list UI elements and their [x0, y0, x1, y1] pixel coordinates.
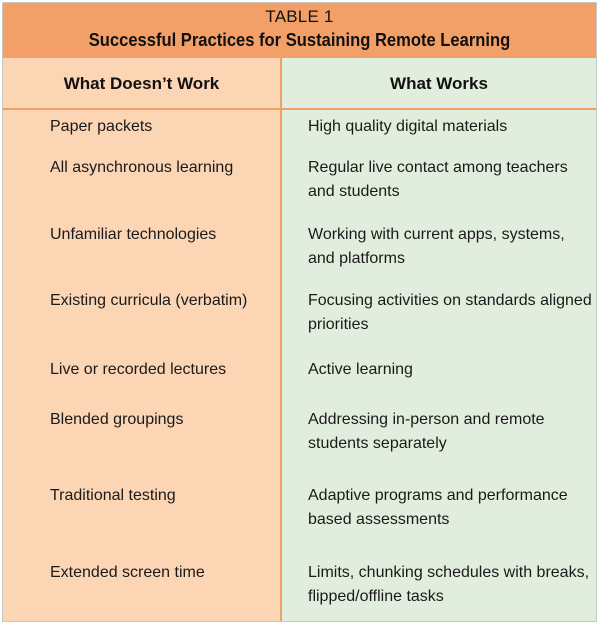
- table-cell-doesnt-work: Unfamiliar technologies: [50, 226, 217, 243]
- table-title: Successful Practices for Sustaining Remote Learning: [88, 30, 511, 50]
- table-cell-doesnt-work: Extended screen time: [50, 564, 205, 581]
- table-cell-doesnt-work: Existing curricula (verbatim): [50, 292, 248, 309]
- table-cell-works: Regular live contact among teachers and students: [308, 159, 568, 200]
- table-cell-works: Working with current apps, systems, and platforms: [308, 226, 565, 267]
- table-cell-doesnt-work: Paper packets: [50, 118, 153, 135]
- table-cell-works: Limits, chunking schedules with breaks, flipped/offline tasks: [308, 564, 590, 605]
- table-cell-doesnt-work: Live or recorded lectures: [50, 361, 227, 378]
- table-cell-works: Focusing activities on standards aligned priorities: [308, 292, 592, 333]
- column-header-works: What Works: [282, 58, 596, 110]
- practices-table: [2, 2, 597, 622]
- column-doesnt-work: [3, 58, 282, 621]
- table-cell-works: High quality digital materials: [308, 118, 508, 135]
- column-header-doesnt-work: What Doesn’t Work: [3, 58, 280, 110]
- table-cell-works: Addressing in-person and remote students separately: [308, 411, 545, 452]
- column-works: [282, 58, 596, 621]
- table-cell-works: Adaptive programs and performance based assessments: [308, 487, 568, 528]
- table-cell-doesnt-work: Blended groupings: [50, 411, 184, 428]
- table-label: TABLE 1: [265, 7, 334, 26]
- table-header: [3, 3, 596, 58]
- table-cell-works: Active learning: [308, 361, 413, 378]
- table-cell-doesnt-work: Traditional testing: [50, 487, 176, 504]
- table-cell-doesnt-work: All asynchronous learning: [50, 159, 234, 176]
